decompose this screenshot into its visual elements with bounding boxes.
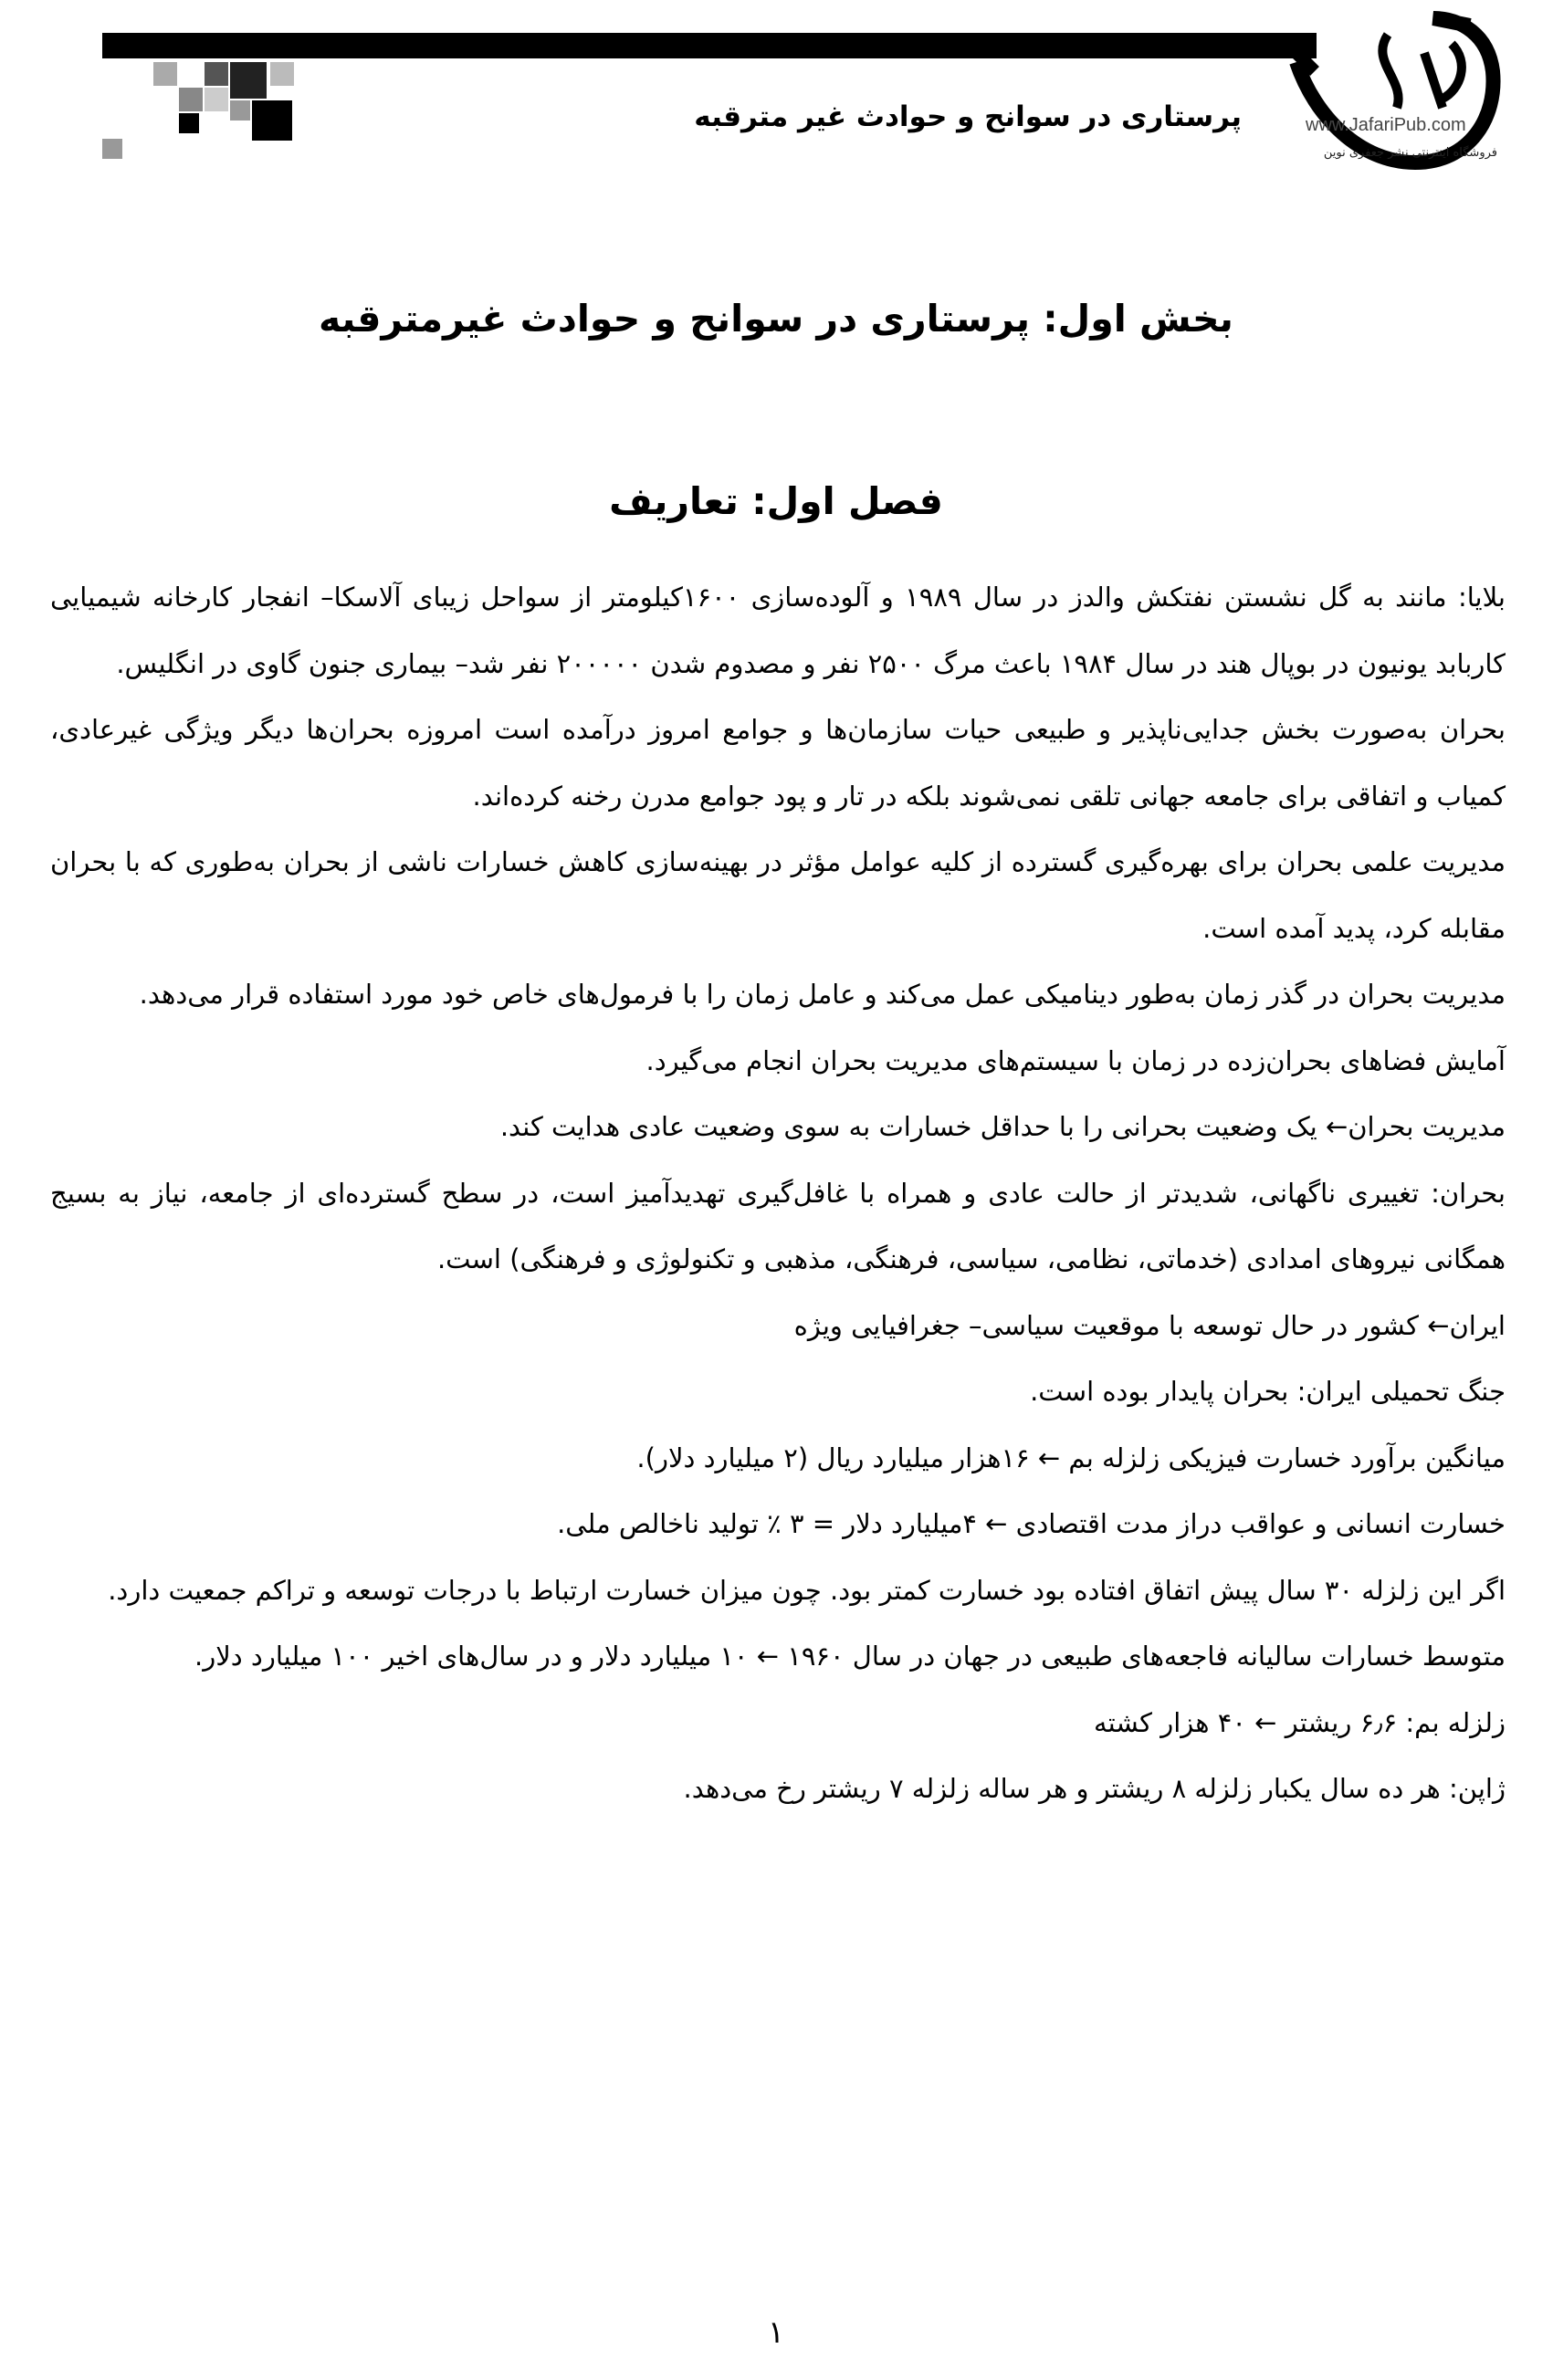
paragraph-thirty-years-ago: اگر این زلزله ۳۰ سال پیش اتفاق افتاده بود خسارت کمتر بود. چون میزان خسارت ارتباط با درجات توسعه و تراکم جمعیت دارد. <box>108 1574 1506 1606</box>
paragraph-disasters: بلایا: مانند به گل نشستن نفتکش والدز در سال ۱۹۸۹ و آلوده‌سازی ۱۶۰۰کیلومتر از سواحل زیبای آلاسکا– انفجار کارخانه شیمیایی کاربابد یونیون در بوپال هند در سال ۱۹۸۴ باعث مرگ ۲۵۰۰ نفر و مصدوم شدن ۲۰۰۰۰۰ نفر شد– بیماری جنون گاوی در انگلیس. <box>50 582 1506 679</box>
logo-tagline: فروشگاه اینترنتی نشر جعفری نوین <box>1323 146 1497 160</box>
paragraph-japan: ژاپن: هر ده سال یکبار زلزله ۸ ریشتر و هر ساله زلزله ۷ ریشتر رخ می‌دهد. <box>683 1773 1506 1804</box>
logo-url: www.JafariPub.com <box>1306 115 1466 135</box>
paragraph-human-loss: خسارت انسانی و عواقب دراز مدت اقتصادی ← ۴میلیارد دلار = ۳ ٪ تولید ناخالص ملی. <box>557 1508 1506 1539</box>
part-title: بخش اول: پرستاری در سوانح و حوادث غیرمترقبه <box>319 297 1233 341</box>
paragraph-imposed-war: جنگ تحمیلی ایران: بحران پایدار بوده است. <box>1030 1376 1506 1407</box>
body-text <box>50 564 1506 1822</box>
paragraph-scientific-management: مدیریت علمی بحران برای بهره‌گیری گسترده از کلیه عوامل مؤثر در بهینه‌سازی کاهش خسارات ناشی از بحران به‌طوری که با بحران مقابله کرد، پدید آمده است. <box>50 846 1506 944</box>
paragraph-spatial-planning: آمایش فضاهای بحران‌زده در زمان با سیستم‌های مدیریت بحران انجام می‌گیرد. <box>645 1044 1506 1076</box>
paragraph-bam-earthquake: زلزله بم: ۶٫۶ ریشتر ← ۴۰ هزار کشته <box>1094 1706 1506 1738</box>
paragraph-dynamic-management: مدیریت بحران در گذر زمان به‌طور دینامیکی عمل می‌کند و عامل زمان را با فرمول‌های خاص خود مورد استفاده قرار می‌دهد. <box>139 979 1506 1010</box>
paragraph-crisis-sudden-change: بحران: تغییری ناگهانی، شدیدتر از حالت عادی و همراه با غافل‌گیری تهدیدآمیز است، در سطح گسترده‌ای از جامعه، نیاز به بسیج همگانی نیروهای امدادی (خدماتی، نظامی، سیاسی، فرهنگی، مذهبی و تکنولوژی و فرهنگی) است. <box>50 1177 1506 1274</box>
page-number: ۱ <box>767 2314 785 2351</box>
chapter-title: فصل اول: تعاریف <box>609 479 943 523</box>
publisher-logo <box>1260 7 1516 190</box>
header-bar <box>102 33 1317 58</box>
page-header <box>0 0 1553 183</box>
paragraph-crisis-management: مدیریت بحران← یک وضعیت بحرانی را با حداقل خسارات به سوی وضعیت عادی هدایت کند. <box>499 1111 1506 1142</box>
paragraph-bam-physical-loss: میانگین برآورد خسارت فیزیکی زلزله بم ← ۱۶هزار میلیارد ریال (۲ میلیارد دلار). <box>636 1442 1506 1473</box>
paragraph-crisis-definition: بحران به‌صورت بخش جدایی‌ناپذیر و طبیعی حیات سازمان‌ها و جوامع امروز درآمده است امروزه بحران‌ها دیگر ویژگی غیرعادی، کمیاب و اتفاقی برای جامعه جهانی تلقی نمی‌شوند بلکه در تار و پود جوامع مدرن رخنه کرده‌اند. <box>50 714 1506 812</box>
paragraph-iran: ایران← کشور در حال توسعه با موقعیت سیاسی– جغرافیایی ویژه <box>793 1309 1506 1341</box>
running-title: پرستاری در سوانح و حوادث غیر مترقبه <box>694 100 1242 133</box>
paragraph-annual-losses: متوسط خسارات سالیانه فاجعه‌های طبیعی در جهان در سال ۱۹۶۰ ← ۱۰ میلیارد دلار و در سال‌های اخیر ۱۰۰ میلیارد دلار. <box>194 1641 1506 1672</box>
